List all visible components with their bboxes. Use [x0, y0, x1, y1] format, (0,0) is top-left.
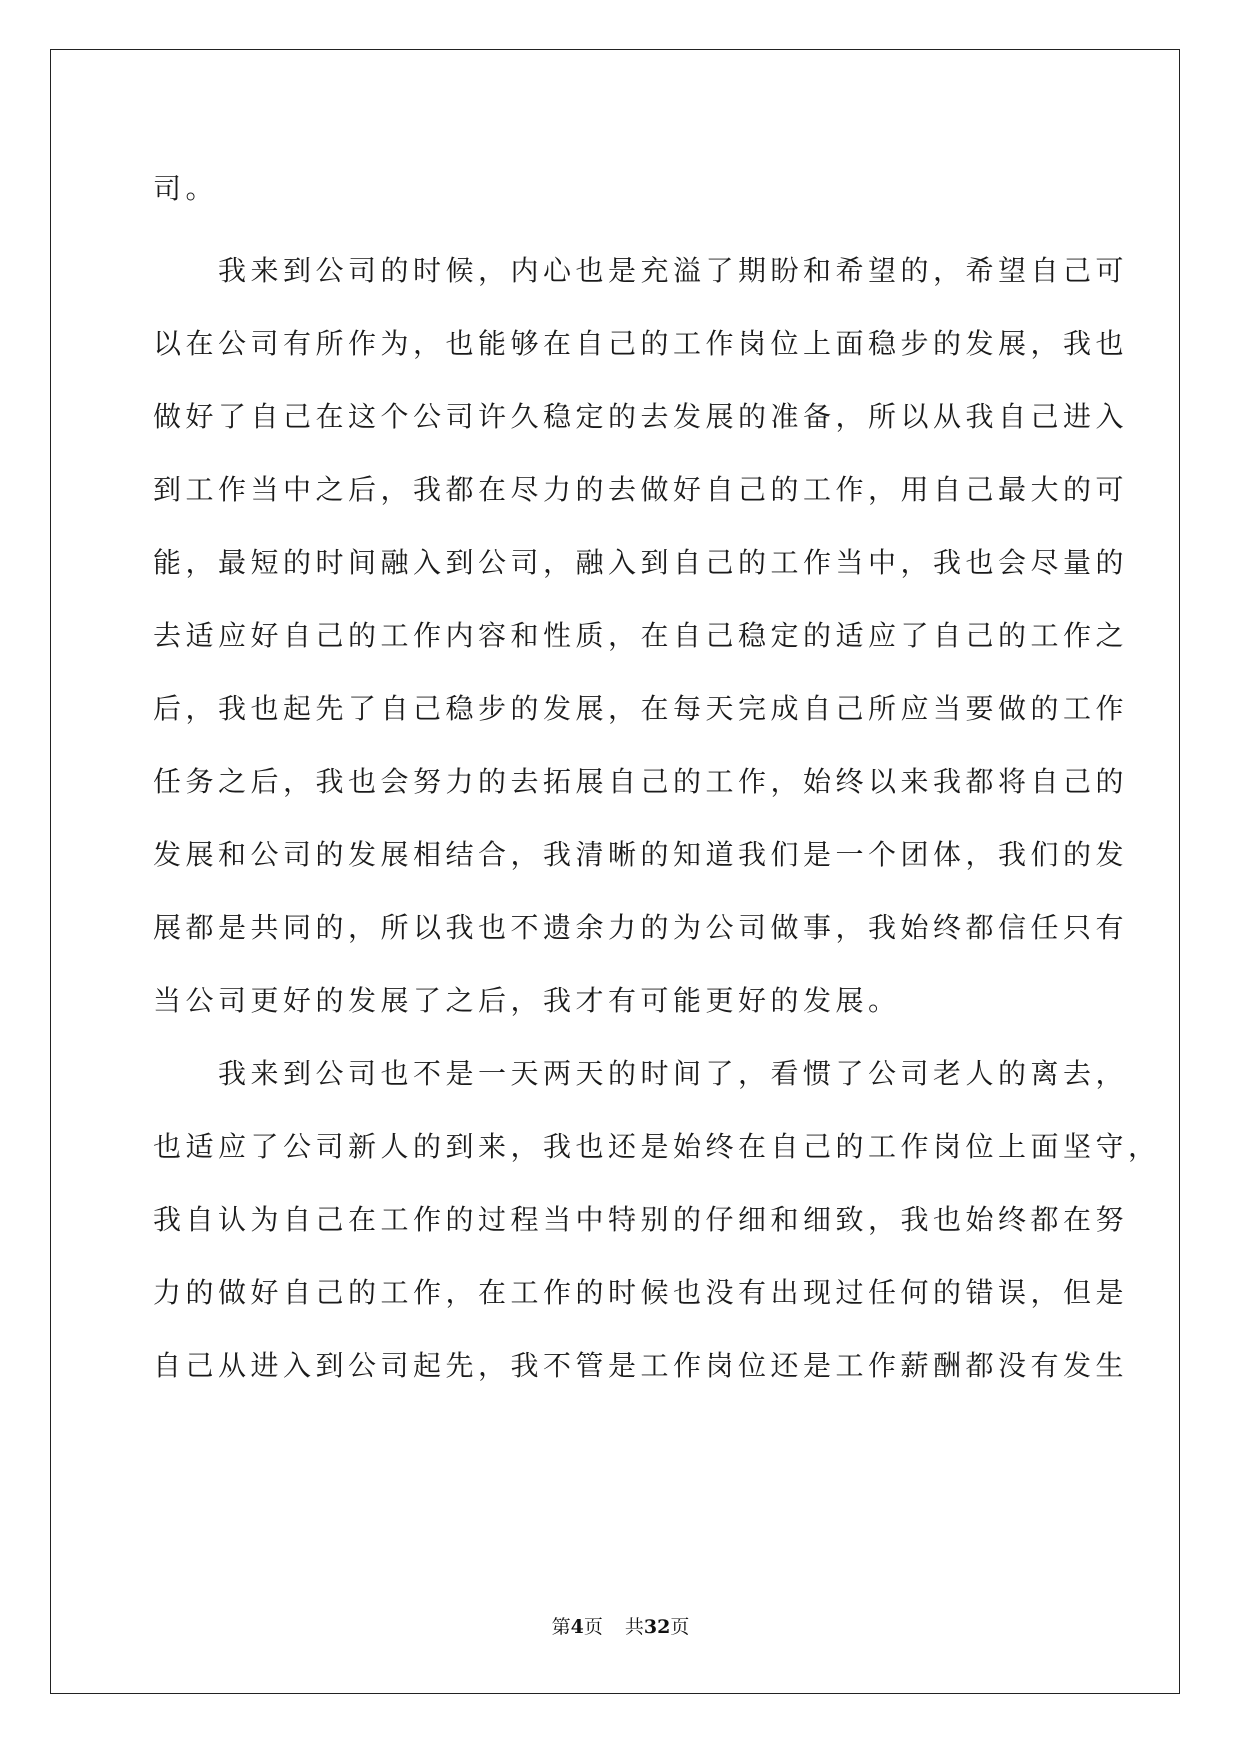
text-line: 我自认为自己在工作的过程当中特别的仔细和细致，我也始终都在努 [153, 1203, 1129, 1236]
page-total-suffix: 页 [670, 1616, 690, 1638]
page-footer [0, 1614, 1241, 1640]
text-line: 发展和公司的发展相结合，我清晰的知道我们是一个团体，我们的发 [153, 838, 1129, 871]
text-line: 去适应好自己的工作内容和性质，在自己稳定的适应了自己的工作之 [153, 619, 1129, 652]
text-line: 能，最短的时间融入到公司，融入到自己的工作当中，我也会尽量的 [153, 546, 1129, 579]
page-number: 4 [570, 1616, 584, 1638]
text-line: 力的做好自己的工作，在工作的时候也没有出现过任何的错误，但是 [153, 1276, 1129, 1309]
page-total: 32 [643, 1616, 671, 1638]
text-line: 做好了自己在这个公司许久稳定的去发展的准备，所以从我自己进入 [153, 400, 1129, 433]
text-line: 司。 [153, 172, 219, 205]
page-number-suffix: 页 [583, 1616, 603, 1638]
text-line: 到工作当中之后，我都在尽力的去做好自己的工作，用自己最大的可 [153, 473, 1129, 506]
page-total-prefix: 共 [624, 1616, 644, 1638]
text-line: 自己从进入到公司起先，我不管是工作岗位还是工作薪酬都没有发生 [153, 1349, 1129, 1382]
text-line: 展都是共同的，所以我也不遗余力的为公司做事，我始终都信任只有 [153, 911, 1129, 944]
text-line: 以在公司有所作为，也能够在自己的工作岗位上面稳步的发展，我也 [153, 327, 1129, 360]
text-line: 我来到公司也不是一天两天的时间了，看惯了公司老人的离去， [153, 1057, 1129, 1090]
text-line: 当公司更好的发展了之后，我才有可能更好的发展。 [153, 984, 901, 1017]
text-line: 我来到公司的时候，内心也是充溢了期盼和希望的，希望自己可 [153, 254, 1129, 287]
text-line: 后，我也起先了自己稳步的发展，在每天完成自己所应当要做的工作 [153, 692, 1129, 725]
page-number-prefix: 第 [551, 1616, 571, 1638]
text-line: 任务之后，我也会努力的去拓展自己的工作，始终以来我都将自己的 [153, 765, 1129, 798]
text-line: 也适应了公司新人的到来，我也还是始终在自己的工作岗位上面坚守， [153, 1130, 1161, 1163]
